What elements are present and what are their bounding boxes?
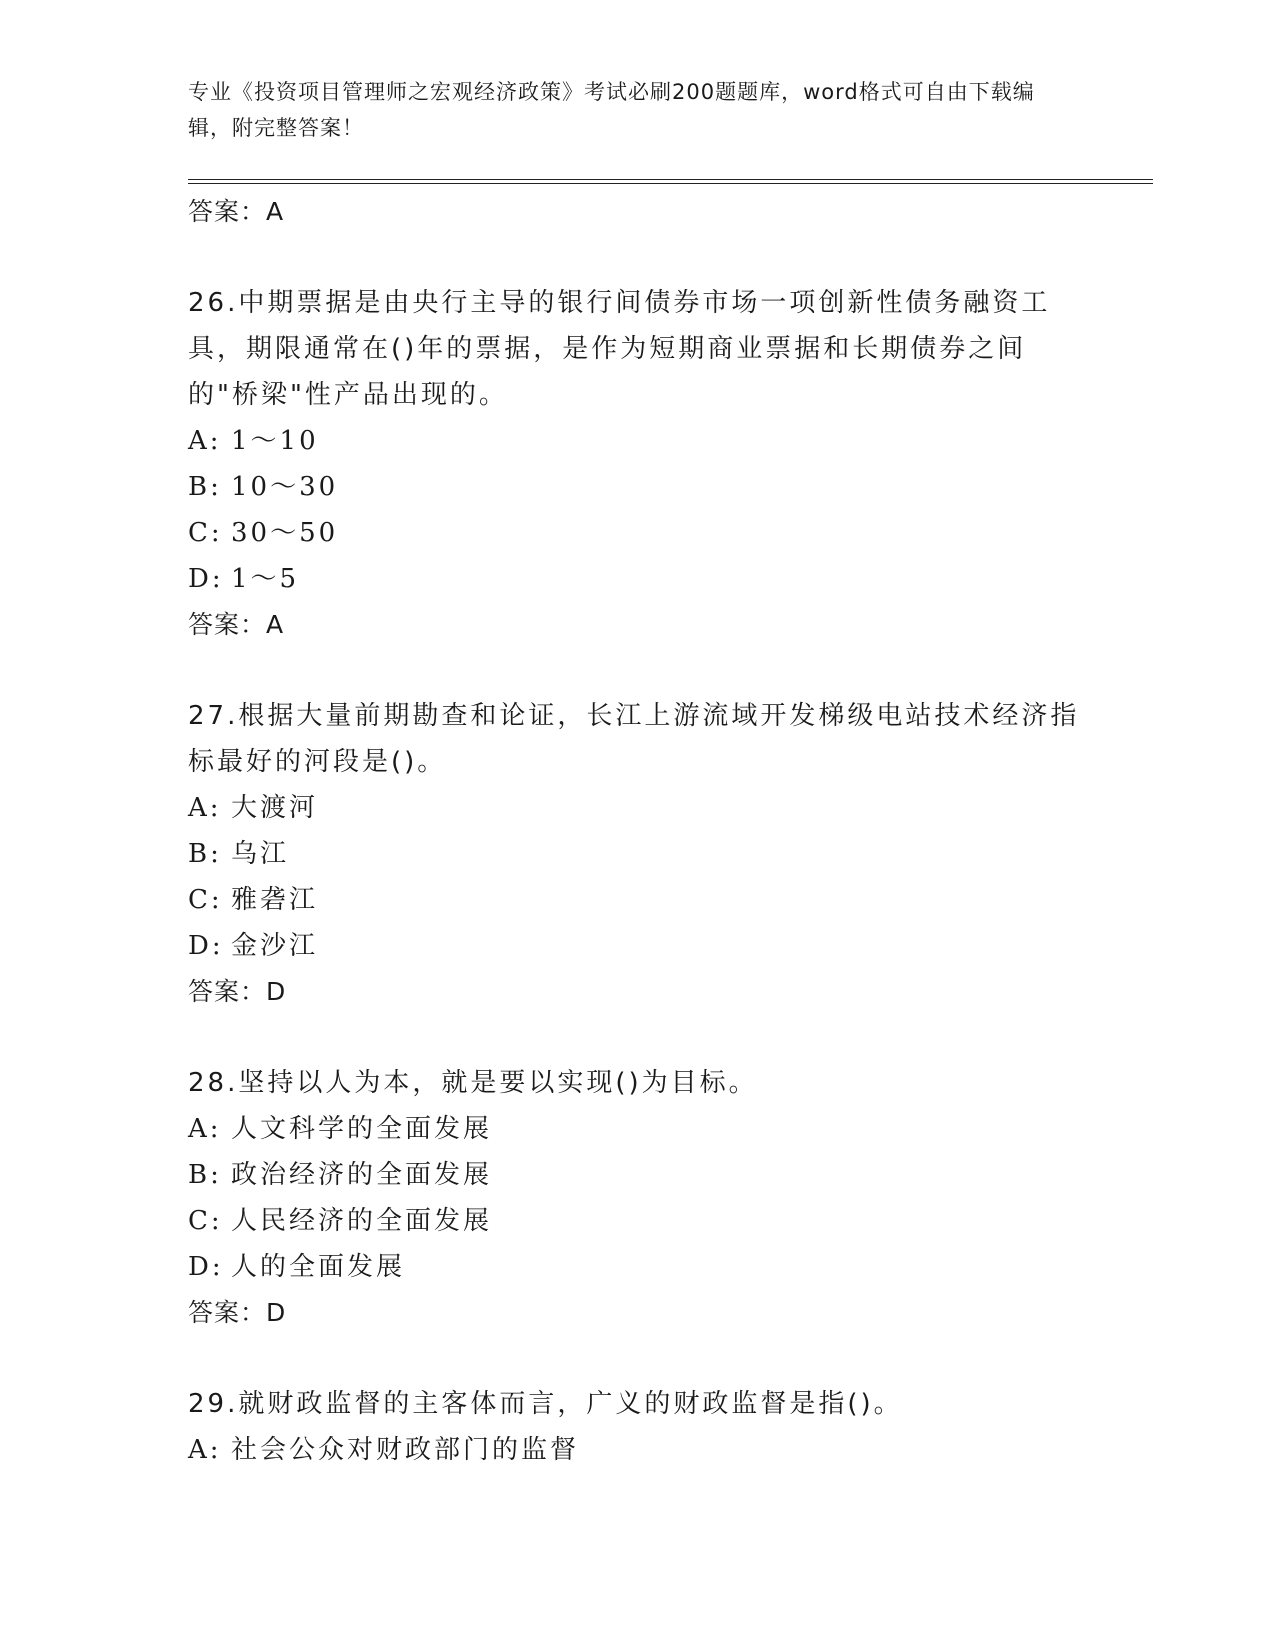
answer-line: 答案：A — [188, 610, 285, 639]
previous-answer: 答案：A — [188, 197, 285, 226]
question-29 — [188, 1381, 1088, 1473]
option-b — [188, 831, 1088, 877]
option-letter: A: — [188, 426, 222, 456]
question-26 — [188, 280, 1088, 648]
option-text: 人的全面发展 — [231, 1252, 406, 1282]
option-letter: B: — [188, 1160, 222, 1190]
header-divider — [188, 179, 1153, 184]
option-a — [188, 1427, 1088, 1473]
option-letter: C: — [188, 518, 223, 548]
option-a — [188, 1106, 1088, 1152]
option-text: 雅砻江 — [231, 885, 319, 915]
question-stem: 28.坚持以人为本，就是要以实现()为目标。 — [188, 1068, 758, 1098]
option-text: 金沙江 — [231, 931, 319, 961]
option-b — [188, 1152, 1088, 1198]
option-a — [188, 418, 1088, 464]
question-list — [188, 189, 1088, 1473]
option-text: 10～30 — [231, 472, 339, 502]
option-d — [188, 1244, 1088, 1290]
question-stem: 29.就财政监督的主客体而言，广义的财政监督是指()。 — [188, 1389, 903, 1419]
option-d — [188, 556, 1088, 602]
question-28 — [188, 1060, 1088, 1336]
option-letter: B: — [188, 839, 222, 869]
option-text: 人民经济的全面发展 — [231, 1206, 493, 1236]
option-letter: A: — [188, 793, 222, 823]
option-c — [188, 1198, 1088, 1244]
question-stem: 26.中期票据是由央行主导的银行间债券市场一项创新性债务融资工具，期限通常在()年的票据，是作为短期商业票据和长期债券之间的"桥梁"性产品出现的。 — [188, 288, 1051, 410]
option-letter: D: — [188, 564, 224, 594]
option-c — [188, 510, 1088, 556]
option-text: 1～5 — [231, 564, 300, 594]
option-text: 乌江 — [231, 839, 290, 869]
option-letter: C: — [188, 885, 223, 915]
option-d — [188, 923, 1088, 969]
option-letter: B: — [188, 472, 222, 502]
answer-line: 答案：D — [188, 1298, 287, 1327]
question-27 — [188, 693, 1088, 1015]
option-letter: D: — [188, 1252, 224, 1282]
option-letter: A: — [188, 1435, 222, 1465]
option-text: 社会公众对财政部门的监督 — [231, 1435, 580, 1465]
option-text: 1～10 — [231, 426, 319, 456]
document-header: 专业《投资项目管理师之宏观经济政策》考试必刷200题题库，word格式可自由下载编辑，附完整答案！ — [188, 80, 1035, 140]
option-letter: C: — [188, 1206, 223, 1236]
option-c — [188, 877, 1088, 923]
option-text: 大渡河 — [231, 793, 319, 823]
answer-line: 答案：D — [188, 977, 287, 1006]
option-text: 政治经济的全面发展 — [231, 1160, 493, 1190]
option-b — [188, 464, 1088, 510]
option-letter: A: — [188, 1114, 222, 1144]
option-text: 30～50 — [231, 518, 339, 548]
question-stem: 27.根据大量前期勘查和论证，长江上游流域开发梯级电站技术经济指标最好的河段是()。 — [188, 701, 1080, 777]
option-letter: D: — [188, 931, 224, 961]
option-text: 人文科学的全面发展 — [231, 1114, 493, 1144]
option-a — [188, 785, 1088, 831]
